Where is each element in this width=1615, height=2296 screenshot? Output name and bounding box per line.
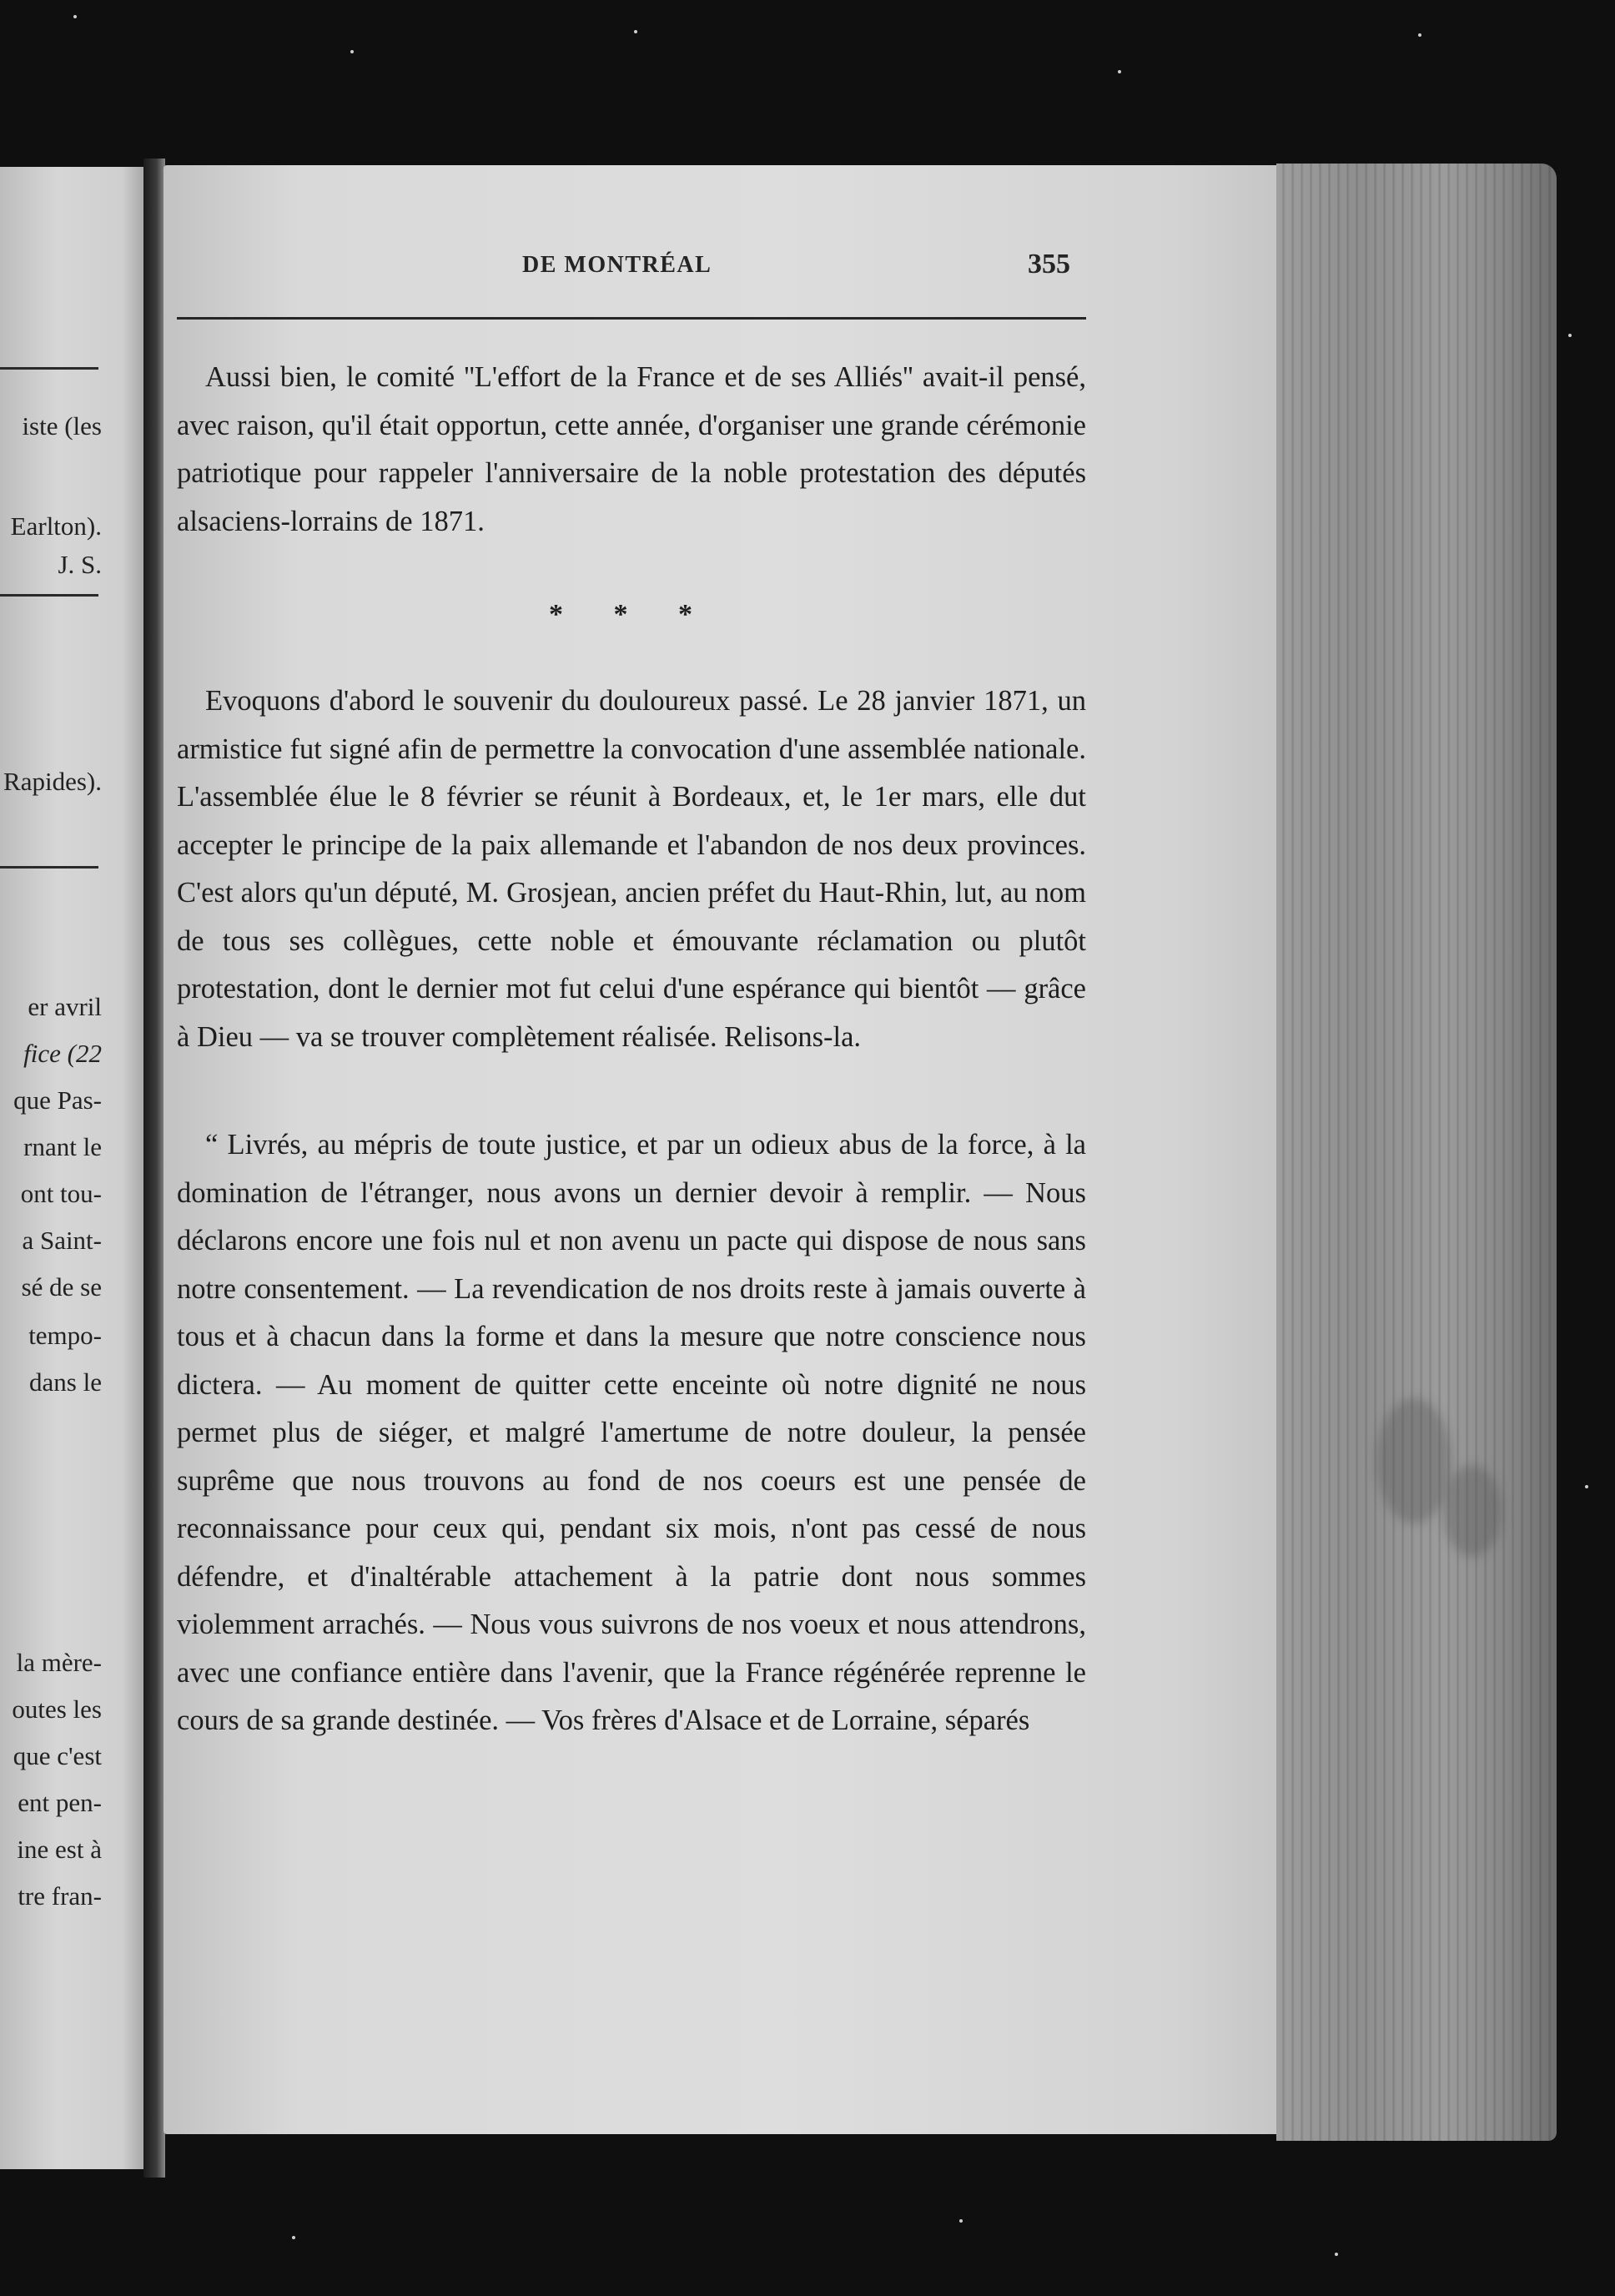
- left-page-line: tre fran-: [18, 1881, 102, 1911]
- page-stain: [1376, 1398, 1451, 1523]
- paragraph-text: Evoquons d'abord le souvenir du douloureux passé. Le 28 janvier 1871, un armistice fut signé afin de permettre la convocation d'une assemblée nationale. L'assemblée élue le 8 février se réunit à Bordeaux, et, le 1er mars, elle dut accepter le principe de la paix allemande et l'abandon de nos deux provinces. C'est alors qu'un député, M. Grosjean, ancien préfet du Haut-Rhin, lut, au nom de tous ses collègues, cette noble et émouvante réclamation ou plutôt protestation, dont le dernier mot fut celui d'une espérance qui bientôt — grâce à Dieu — va se trouver complètement réalisée. Relisons-la.: [177, 685, 1086, 1053]
- film-speck: [73, 15, 77, 18]
- left-page-line: fice (22: [23, 1039, 102, 1068]
- paragraph: [177, 677, 1086, 1061]
- left-page-rule: [0, 367, 98, 370]
- left-page-line: sé de se: [21, 1272, 102, 1302]
- left-page-line: outes les: [12, 1694, 102, 1724]
- film-speck: [350, 50, 354, 53]
- paragraph: [177, 354, 1086, 546]
- left-page-line: tempo-: [28, 1321, 102, 1350]
- film-speck: [959, 2219, 963, 2223]
- left-page-line: ent pen-: [18, 1788, 102, 1817]
- left-page-rule: [0, 866, 98, 869]
- left-page-line: que Pas-: [13, 1085, 102, 1115]
- left-page-line: Rapides).: [3, 767, 102, 796]
- header-rule: [177, 317, 1086, 320]
- left-page-line: Earlton).: [10, 511, 102, 541]
- film-speck: [1418, 33, 1421, 37]
- paragraph-text: Aussi bien, le comité ''L'effort de la France et de ses Alliés'' avait-il pensé, avec raison, qu'il était opportun, cette année, d'organiser une grande cérémonie patriotique pour rappeler l'anniversaire de la noble protestation des députés alsaciens-lorrains de 1871.: [177, 361, 1086, 537]
- running-head: DE MONTRÉAL: [522, 252, 712, 278]
- left-page-line: rnant le: [23, 1132, 102, 1161]
- book-gutter: [143, 159, 165, 2178]
- left-page-rule: [0, 594, 98, 597]
- section-ornament: * * *: [549, 599, 714, 630]
- film-speck: [1585, 1485, 1588, 1488]
- film-speck: [292, 2236, 295, 2239]
- film-speck: [1118, 70, 1121, 73]
- page-edges: [1276, 164, 1557, 2141]
- left-page-line: er avril: [28, 992, 102, 1021]
- left-page-line: a Saint-: [22, 1226, 102, 1255]
- quoted-protest: [177, 1121, 1086, 1745]
- film-speck: [1568, 334, 1572, 337]
- left-page-line: que c'est: [13, 1741, 102, 1770]
- paragraph-text: “ Livrés, au mépris de toute justice, et par un odieux abus de la force, à la domination de l'étranger, nous avons un dernier devoir à remplir. — Nous déclarons encore une fois nul et non avenu un pacte qui dispose de nous sans notre consentement. — La revendication de nos droits reste à jamais ouverte à tous et à chacun dans la forme et dans la mesure que notre conscience nous dictera. — Au moment de quitter cette enceinte où notre dignité ne nous permet plus de siéger, et malgré l'amertume de notre douleur, la pensée suprême que nous trouvons au fond de nos coeurs est une pensée de reconnaissance pour ceux qui, pendant six mois, n'ont pas cessé de nous défendre, et d'inaltérable attachement à la patrie dont nous sommes violemment arrachés. — Nous vous suivrons de nos voeux et nous attendrons, avec une confiance entière dans l'avenir, que la France régénérée reprenne le cours de sa grande destinée. — Vos frères d'Alsace et de Lorraine, séparés: [177, 1129, 1086, 1736]
- book-page: [164, 165, 1288, 2134]
- film-speck: [634, 30, 637, 33]
- previous-page-edge: [0, 167, 143, 2169]
- film-speck: [1335, 2253, 1338, 2256]
- left-page-line: la mère-: [16, 1648, 102, 1677]
- page-stain: [1443, 1465, 1502, 1557]
- left-page-line: iste (les: [22, 411, 102, 441]
- left-page-line: ine est à: [17, 1835, 102, 1864]
- left-page-line: J. S.: [58, 550, 102, 579]
- left-page-line: dans le: [29, 1367, 102, 1397]
- page-number: 355: [1028, 249, 1070, 279]
- left-page-line: ont tou-: [20, 1179, 102, 1208]
